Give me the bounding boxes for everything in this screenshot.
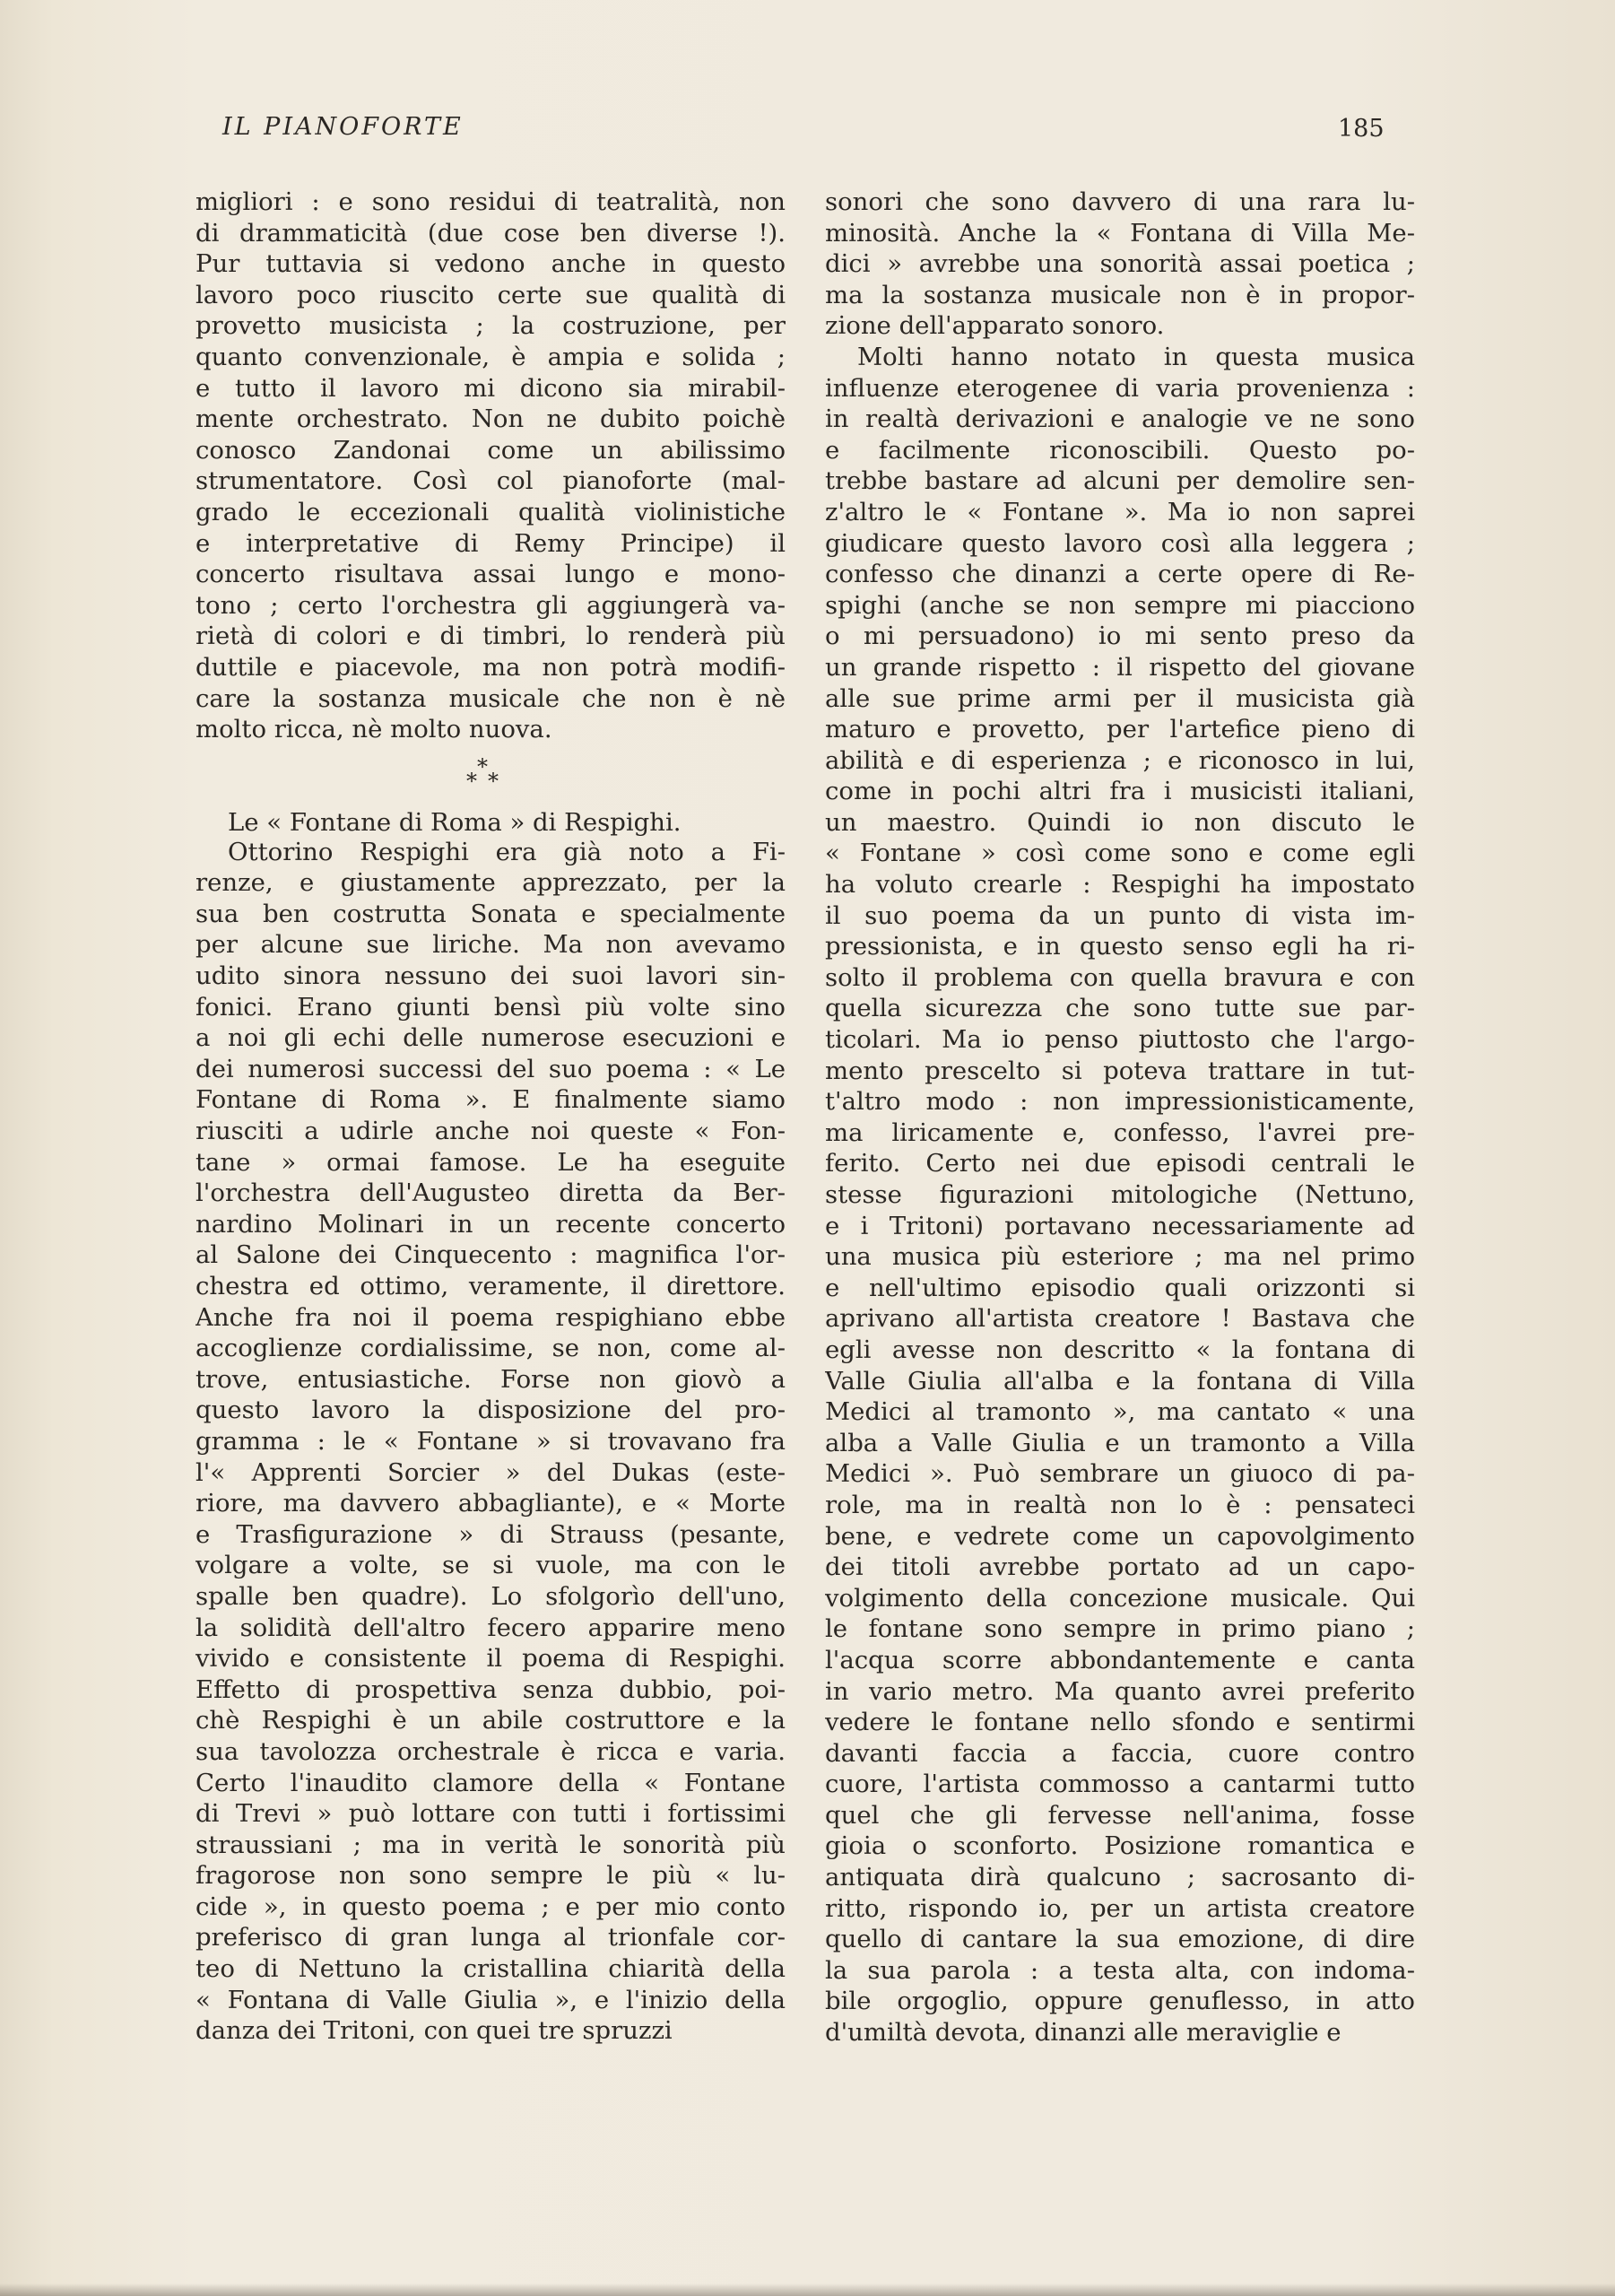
text-line: l'acqua scorre abbondantemente e canta — [825, 1645, 1415, 1674]
text-line: straussiani ; ma in verità le sonorità più — [195, 1830, 786, 1859]
text-line: in vario metro. Ma quanto avrei preferito — [825, 1676, 1415, 1706]
text-line: gioia o sconforto. Posizione romantica e — [825, 1831, 1415, 1861]
text-line: rietà di colori e di timbri, lo renderà più — [195, 622, 786, 651]
text-line: un maestro. Quindi io non discuto le — [825, 807, 1415, 837]
text-line: sonori che sono davvero di una rara lu- — [825, 187, 1415, 216]
text-line: ferito. Certo nei due episodi centrali le — [825, 1149, 1415, 1178]
paragraph — [195, 187, 786, 745]
text-line: quel che gli fervesse nell'anima, fosse — [825, 1800, 1415, 1830]
text-line: dei titoli avrebbe portato ad un capo- — [825, 1552, 1415, 1582]
asterisk: * — [477, 753, 488, 779]
text-line: danza dei Tritoni, con quei tre spruzzi — [195, 2016, 673, 2046]
text-line: di drammaticità (due cose ben diverse !). — [195, 218, 786, 248]
text-line: sua tavolozza orchestrale è ricca e varia. — [195, 1736, 786, 1766]
text-line: o mi persuadono) io mi sento preso da — [825, 622, 1415, 651]
text-line: quella sicurezza che sono tutte sue par- — [825, 994, 1415, 1023]
text-line: la sua parola : a testa alta, con indoma- — [825, 1955, 1415, 1985]
text-line: solto il problema con quella bravura e con — [825, 962, 1415, 992]
text-line: zione dell'apparato sonoro. — [825, 311, 1165, 341]
text-line: z'altro le « Fontane ». Ma io non saprei — [825, 497, 1415, 526]
text-line: ha voluto crearle : Respighi ha impostato — [825, 870, 1415, 900]
text-line: care la sostanza musicale che non è nè — [195, 683, 786, 713]
text-line: preferisco di gran lunga al trionfale cor- — [195, 1923, 786, 1952]
text-line: ritto, rispondo io, per un artista creatore — [825, 1893, 1415, 1923]
paragraph — [825, 187, 1415, 342]
text-line: « Fontana di Valle Giulia », e l'inizio della — [195, 1985, 786, 2014]
text-line: renze, e giustamente apprezzato, per la — [195, 868, 786, 898]
text-line: « Fontane » così come sono e come egli — [825, 839, 1415, 868]
text-line: maturo e provetto, per l'artefice pieno di — [825, 715, 1415, 744]
text-line: Effetto di prospettiva senza dubbio, poi- — [195, 1674, 786, 1704]
text-line: pressionista, e in questo senso egli ha ri- — [825, 932, 1415, 961]
text-line: grado le eccezionali qualità violinistiche — [195, 497, 786, 526]
text-line: influenze eterogenee di varia provenienza : — [825, 373, 1415, 403]
text-line: vedere le fontane nello sfondo e sentirmi — [825, 1708, 1415, 1737]
text-line: lavoro poco riuscito certe sue qualità di — [195, 280, 786, 309]
text-line: udito sinora nessuno dei suoi lavori sin- — [195, 961, 786, 991]
text-line: dei numerosi successi del suo poema : « Le — [195, 1054, 786, 1083]
text-line: davanti faccia a faccia, cuore contro — [825, 1738, 1415, 1768]
text-line: e tutto il lavoro mi dicono sia mirabil- — [195, 373, 786, 403]
text-line: fonici. Erano giunti bensì più volte sino — [195, 992, 786, 1022]
text-line: come in pochi altri fra i musicisti italiani, — [825, 777, 1415, 806]
text-line: accoglienze cordialissime, se non, come al- — [195, 1334, 786, 1363]
text-line: strumentatore. Così col pianoforte (mal- — [195, 466, 786, 496]
text-line: duttile e piacevole, ma non potrà modifi- — [195, 652, 786, 682]
text-line: conosco Zandonai come un abilissimo — [195, 435, 786, 465]
text-line: Molti hanno notato in questa musica — [857, 342, 1415, 371]
text-line: e interpretative di Remy Principe) il — [195, 528, 786, 558]
text-line: d'umiltà devota, dinanzi alle meraviglie e — [825, 2018, 1341, 2048]
text-line: Pur tuttavia si vedono anche in questo — [195, 249, 786, 279]
text-line: in realtà derivazioni e analogie ve ne sono — [825, 404, 1415, 434]
page-edge — [0, 2283, 1615, 2296]
section-heading: Le « Fontane di Roma » di Respighi. — [228, 807, 682, 837]
text-line: un grande rispetto : il rispetto del giovane — [825, 652, 1415, 682]
asterism — [195, 745, 786, 797]
text-line: giudicare questo lavoro così alla leggera ; — [825, 528, 1415, 558]
text-line: abilità e di esperienza ; e riconosco in lui, — [825, 745, 1415, 775]
text-line: riusciti a udirle anche noi queste « Fon- — [195, 1117, 786, 1146]
paragraph — [195, 837, 786, 2047]
text-line: spalle ben quadre). Lo sfolgorìo dell'uno, — [195, 1581, 786, 1611]
text-line: volgimento della concezione musicale. Qui — [825, 1583, 1415, 1613]
text-line: gramma : le « Fontane » si trovavano fra — [195, 1426, 786, 1456]
text-line: fragorose non sono sempre le più « lu- — [195, 1861, 786, 1891]
text-line: Valle Giulia all'alba e la fontana di Villa — [825, 1366, 1415, 1396]
text-line: ma la sostanza musicale non è in propor- — [825, 280, 1415, 309]
text-line: ma liricamente e, confesso, l'avrei pre- — [825, 1118, 1415, 1147]
text-line: stesse figurazioni mitologiche (Nettuno, — [825, 1180, 1415, 1209]
text-line: a noi gli echi delle numerose esecuzioni e — [195, 1023, 786, 1053]
running-title: IL PIANOFORTE — [222, 113, 464, 141]
text-line: spighi (anche se non sempre mi piacciono — [825, 590, 1415, 620]
text-line: e facilmente riconoscibili. Questo po- — [825, 435, 1415, 465]
text-line: alba a Valle Giulia e un tramonto a Villa — [825, 1428, 1415, 1457]
text-line: per alcune sue liriche. Ma non avevamo — [195, 930, 786, 960]
text-line: quanto convenzionale, è ampia e solida ; — [195, 342, 786, 371]
text-line: riore, ma davvero abbagliante), e « Morte — [195, 1489, 786, 1518]
text-line: t'altro modo : non impressionisticamente, — [825, 1087, 1415, 1117]
text-line: mente orchestrato. Non ne dubito poichè — [195, 404, 786, 434]
text-line: Fontane di Roma ». E finalmente siamo — [195, 1085, 786, 1115]
text-line: minosità. Anche la « Fontana di Villa Me- — [825, 218, 1415, 248]
text-line: Medici ». Può sembrare un giuoco di pa- — [825, 1459, 1415, 1489]
text-line: l'orchestra dell'Augusteo diretta da Ber- — [195, 1178, 786, 1208]
text-line: Anche fra noi il poema respighiano ebbe — [195, 1302, 786, 1332]
text-line: confesso che dinanzi a certe opere di Re- — [825, 560, 1415, 589]
text-line: Certo l'inaudito clamore della « Fontane — [195, 1768, 786, 1797]
text-line: alle sue prime armi per il musicista già — [825, 683, 1415, 713]
text-line: quello di cantare la sua emozione, di dire — [825, 1925, 1415, 1954]
text-line: vivido e consistente il poema di Respighi. — [195, 1644, 786, 1674]
text-line: una musica più esteriore ; ma nel primo — [825, 1242, 1415, 1272]
text-line: migliori : e sono residui di teatralità, non — [195, 187, 786, 216]
text-line: l'« Apprenti Sorcier » del Dukas (este- — [195, 1457, 786, 1487]
text-line: trebbe bastare ad alcuni per demolire sen- — [825, 466, 1415, 496]
text-line: nardino Molinari in un recente concerto — [195, 1209, 786, 1239]
text-line: provetto musicista ; la costruzione, per — [195, 311, 786, 341]
text-line: aprivano all'artista creatore ! Bastava che — [825, 1304, 1415, 1334]
text-line: chè Respighi è un abile costruttore e la — [195, 1706, 786, 1735]
text-line: bile orgoglio, oppure genuflesso, in atto — [825, 1987, 1415, 2016]
text-line: teo di Nettuno la cristallina chiarità della — [195, 1954, 786, 1984]
text-line: il suo poema da un punto di vista im- — [825, 900, 1415, 930]
left-column — [195, 187, 786, 2047]
text-line: di Trevi » può lottare con tutti i fortissimi — [195, 1799, 786, 1829]
text-line: role, ma in realtà non lo è : pensateci — [825, 1490, 1415, 1519]
text-line: cide », in questo poema ; e per mio conto — [195, 1892, 786, 1921]
text-line: questo lavoro la disposizione del pro- — [195, 1396, 786, 1425]
text-line: bene, e vedrete come un capovolgimento — [825, 1521, 1415, 1551]
text-line: tane » ormai famose. Le ha eseguite — [195, 1147, 786, 1177]
text-line: molto ricca, nè molto nuova. — [195, 715, 552, 744]
asterisk: * — [466, 768, 477, 794]
text-line: concerto risultava assai lungo e mono- — [195, 560, 786, 589]
text-line: trove, entusiastiche. Forse non giovò a — [195, 1364, 786, 1394]
text-line: antiquata dirà qualcuno ; sacrosanto di- — [825, 1863, 1415, 1892]
text-line: dici » avrebbe una sonorità assai poetica ; — [825, 249, 1415, 279]
text-line: e Trasfigurazione » di Strauss (pesante, — [195, 1519, 786, 1549]
text-line: Medici al tramonto », ma cantato « una — [825, 1397, 1415, 1427]
text-line: volgare a volte, se si vuole, ma con le — [195, 1551, 786, 1580]
paragraph — [825, 342, 1415, 2048]
text-line: al Salone dei Cinquecento : magnifica l'or- — [195, 1240, 786, 1270]
text-line: e i Tritoni) portavano necessariamente ad — [825, 1211, 1415, 1240]
right-column — [825, 187, 1415, 2048]
text-line: ticolari. Ma io penso piuttosto che l'argo- — [825, 1025, 1415, 1055]
text-line: cuore, l'artista commosso a cantarmi tutto — [825, 1770, 1415, 1799]
text-line: la solidità dell'altro fecero apparire meno — [195, 1613, 786, 1642]
page-number: 185 — [1338, 115, 1385, 143]
text-line: e nell'ultimo episodio quali orizzonti si — [825, 1273, 1415, 1302]
text-line: mento prescelto si poteva trattare in tut- — [825, 1056, 1415, 1085]
text-line: sua ben costrutta Sonata e specialmente — [195, 899, 786, 928]
text-line: le fontane sono sempre in primo piano ; — [825, 1614, 1415, 1644]
text-line: egli avesse non descritto « la fontana di — [825, 1335, 1415, 1364]
text-line: Ottorino Respighi era già noto a Fi- — [228, 837, 786, 866]
text-line: chestra ed ottimo, veramente, il direttore. — [195, 1272, 786, 1300]
text-line: tono ; certo l'orchestra gli aggiungerà va- — [195, 590, 786, 620]
asterisk: * — [488, 768, 499, 794]
